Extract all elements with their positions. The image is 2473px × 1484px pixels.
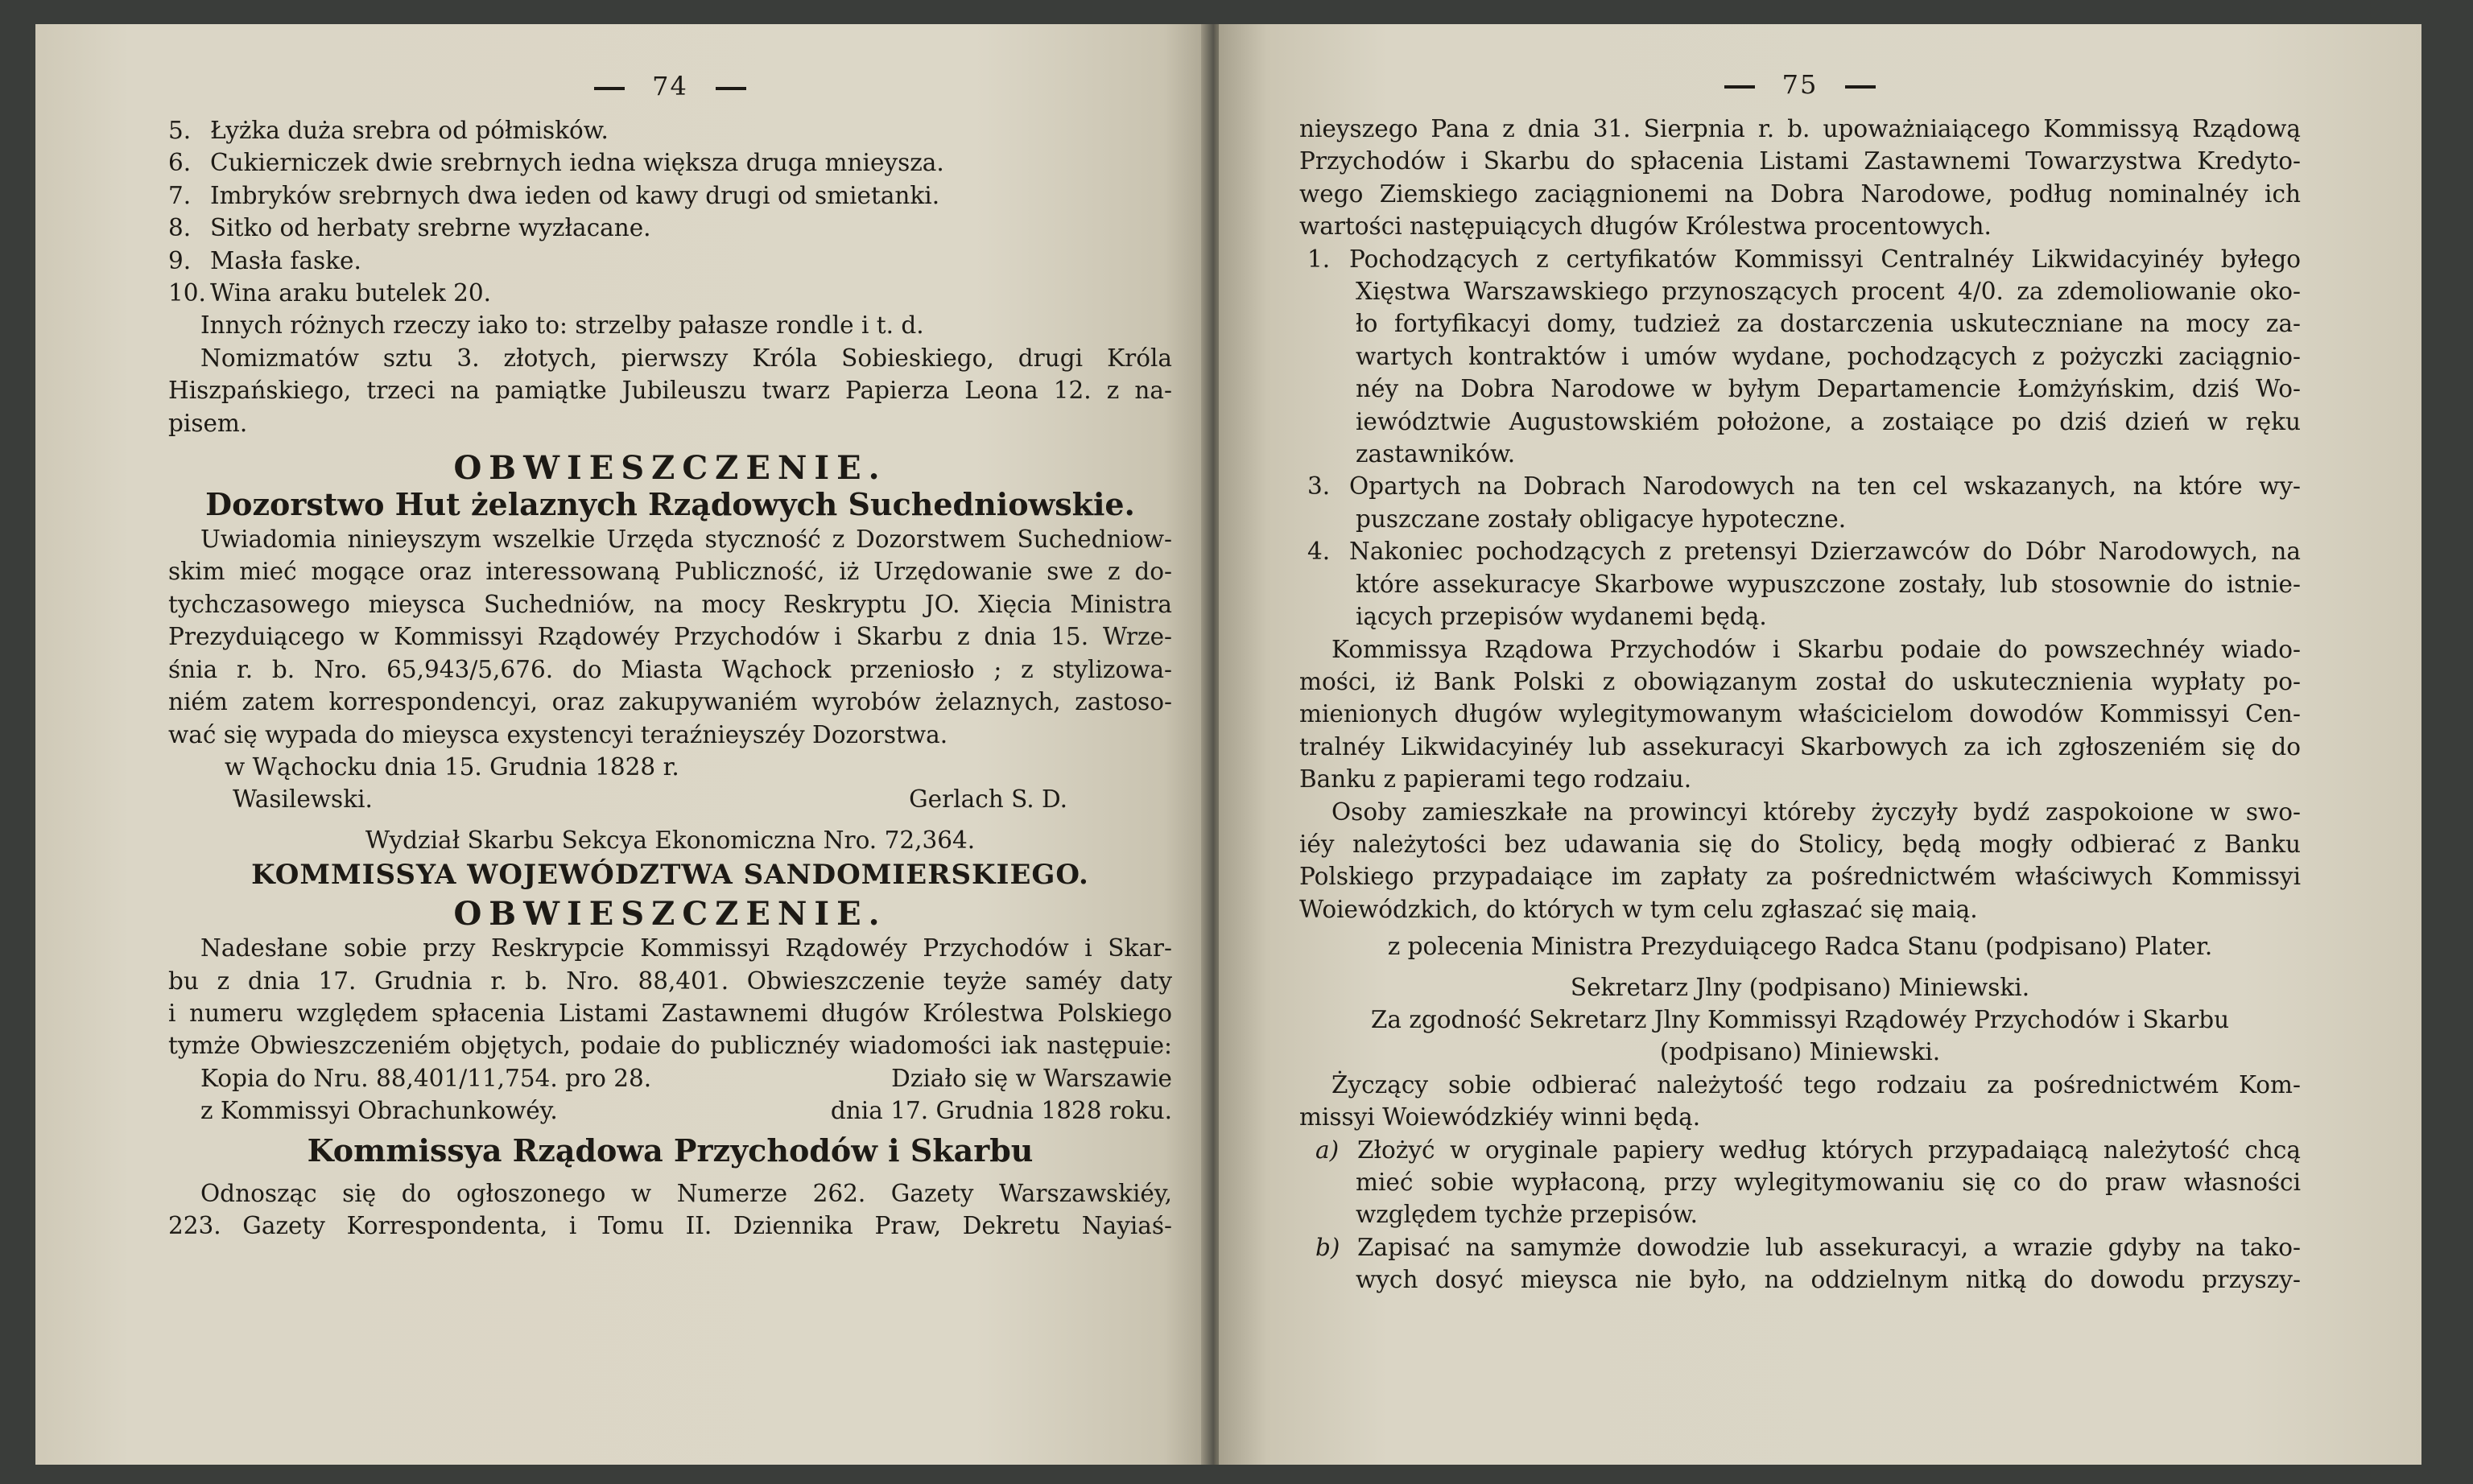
text-line: Odnosząc się do ogłoszonego w Numerze 262. Gazety Warszawskiéy, — [200, 1179, 1172, 1207]
text-line: iewództwie Augustowskiém położone, a zostaiące po dziś dzień w ręku — [1356, 407, 2301, 435]
notice-heading: Kommissya Rządowa Przychodów i Skarbu — [307, 1132, 1034, 1169]
list-item — [168, 245, 1172, 277]
debt-item-1 — [1299, 243, 2301, 471]
text-line: wać się wypada do mieysca exystencyi teraźnieyszéy Dozorstwa. — [168, 720, 948, 748]
list-number: 6. — [168, 149, 192, 177]
notice-subtitle: Dozorstwo Hut żelaznych Rządowych Suchedniowskie. — [205, 486, 1135, 523]
text-line: tychczasowego mieysca Suchedniów, na mocy Reskryptu JO. Xięcia Ministra — [168, 590, 1172, 618]
point-text: Złożyć w oryginale papiery według których przypadaiącą należytość chcą — [1357, 1136, 2301, 1164]
text-line: tralnéy Likwidacyinéy lub assekuracyi Skarbowych za ich zgłoszeniém się do — [1299, 732, 2301, 761]
commission-heading: KOMMISSYA WOJEWÓDZTWA SANDOMIERSKIEGO. — [251, 859, 1089, 892]
text-line: missyi Woiewódzkiéy winni będą. — [1299, 1103, 1701, 1132]
copy-reference — [168, 1094, 1172, 1127]
debt-item-3 — [1299, 470, 2301, 535]
debt-item-4 — [1299, 535, 2301, 633]
list-text: Cukierniczek dwie srebrnych iedna większa druga mnieysza. — [210, 149, 944, 177]
requirements-paragraph — [1299, 1069, 2301, 1134]
point-first-line — [1299, 1134, 2301, 1166]
notice-signatures — [168, 783, 1172, 815]
list-item — [168, 146, 1172, 179]
text-line: tymże Obwieszczeniém objętych, podaie do publicznéy wiadomości iak następuie: — [168, 1032, 1172, 1060]
item-number: 3. — [1307, 472, 1331, 501]
point-label: b) — [1315, 1233, 1340, 1261]
copy-right: dnia 17. Grudnia 1828 roku. — [830, 1097, 1172, 1125]
text-line: Nadesłane sobie przy Reskrypcie Kommissyi Rządowéy Przychodów i Skar- — [200, 934, 1172, 963]
text-line: względem tychże przepisów. — [1356, 1201, 1699, 1229]
text-line: Osoby zamieszkałe na prowincyi któreby życzyły bydź zaspokoione w swo- — [1331, 798, 2301, 826]
text-line: mości, iż Bank Polski z obowiązanym został do uskutecznienia wypłaty po- — [1299, 667, 2301, 695]
notice1-body — [168, 523, 1172, 751]
item-number: 4. — [1307, 538, 1331, 566]
page-number-dash — [716, 87, 746, 90]
copy-reference — [168, 1062, 1172, 1094]
list-item — [168, 114, 1172, 146]
right-page — [1219, 24, 2421, 1465]
text-line: niém zatem korrespondencyi, oraz zakupywaniém wyrobów żelaznych, zastoso- — [168, 688, 1172, 716]
text-line: wartych kontraktów i umów wydane, pochodzących z pożyczki zaciągnio- — [1356, 342, 2301, 370]
page-number-75 — [1299, 69, 2301, 101]
item-number: 1. — [1307, 245, 1331, 273]
text-line: Prezyduiącego w Kommissyi Rządowéy Przychodów i Skarbu z dnia 15. Wrze- — [168, 623, 1172, 651]
list-number: 10. — [168, 279, 206, 307]
text-line: mieć sobie wypłaconą, przy wylegitymowaniu się co do praw własności — [1356, 1169, 2301, 1196]
text-line: 223. Gazety Korrespondenta, i Tomu II. Dziennika Praw, Dekretu Nayiaś- — [168, 1211, 1172, 1239]
list-number: 5. — [168, 117, 192, 144]
text-line: Banku z papierami tego rodzaiu. — [1299, 765, 1692, 794]
list-text: Imbryków srebrnych dwa ieden od kawy drugi od smietanki. — [210, 181, 940, 209]
page-number-text: 74 — [652, 71, 688, 101]
list-text: Łyżka duża srebra od półmisków. — [210, 117, 609, 144]
text-line: Innych różnych rzeczy iako to: strzelby pałasze rondle i t. d. — [200, 311, 924, 340]
text-line: skim mieć mogące oraz interessowaną Publiczność, iż Urzędowanie swe z do- — [168, 558, 1172, 586]
page-number-dash — [1724, 85, 1755, 89]
book-spread — [35, 24, 2421, 1465]
item-text: Nakoniec pochodzących z pretensyi Dzierzawców do Dóbr Narodowych, na — [1349, 538, 2301, 566]
point-label: a) — [1315, 1136, 1340, 1164]
list-text: Wina araku butelek 20. — [210, 279, 491, 307]
accordance-line: Za zgodność Sekretarz Jlny Kommissyi Rządowéy Przychodów i Skarbu — [1370, 1005, 2230, 1033]
point-text: Zapisać na samymże dowodzie lub assekuracyi, a wrazie gdyby na tako- — [1357, 1233, 2301, 1261]
item-text: Pochodzących z certyfikatów Kommissyi Centralnéy Likwidacyinéy byłego — [1349, 245, 2301, 273]
list-number: 8. — [168, 214, 192, 242]
item-text: Opartych na Dobrach Narodowych na ten cel wskazanych, na które wy- — [1349, 472, 2301, 501]
text-line: pisem. — [168, 409, 248, 437]
text-line: śnia r. b. Nro. 65,943/5,676. do Miasta Wąchock przeniosło ; z stylizowa- — [168, 655, 1172, 683]
item-first-line — [1299, 470, 2301, 502]
text-line: które assekuracye Skarbowe wypuszczone zostały, lub stosownie do istnie- — [1356, 570, 2301, 598]
text-line: bu z dnia 17. Grudnia r. b. Nro. 88,401. Obwieszczenie teyże saméy daty — [168, 967, 1172, 995]
minister-line: z polecenia Ministra Prezyduiącego Radca Stanu (podpisano) Plater. — [1387, 933, 2213, 961]
text-line: Uwiadomia ninieyszym wszelkie Urzęda styczność z Dozorstwem Suchedniow- — [200, 526, 1172, 554]
page-number-text: 75 — [1781, 69, 1819, 100]
notice2-final — [168, 1177, 1172, 1243]
list-item — [168, 277, 1172, 309]
text-line: iących przepisów wydanemi będą. — [1356, 603, 1767, 631]
notice-title: OBWIESZCZENIE. — [453, 449, 887, 488]
text-line: Nomizmatów sztu 3. złotych, pierwszy Króla Sobieskiego, drugi Króla — [200, 344, 1172, 372]
secretary-line: Sekretarz Jlny (podpisano) Miniewski. — [1570, 973, 2030, 1001]
text-line: Polskiego przypadaiące im zapłaty za pośrednictwém właściwych Kommissyi — [1299, 863, 2301, 891]
text-line: nieyszego Pana z dnia 31. Sierpnia r. b. upoważniaiącego Kommissyą Rządową — [1299, 115, 2301, 142]
text-line: wych dosyć mieysca nie było, na oddzielnym nitką do dowodu przyszy- — [1356, 1266, 2301, 1294]
text-line: Hiszpańskiego, trzeci na pamiątke Jubileuszu twarz Papierza Leona 12. z na- — [168, 377, 1172, 405]
text-line: Kommissya Rządowa Przychodów i Skarbu podaie do powszechnéy wiado- — [1331, 635, 2301, 663]
text-line: mienionych długów wylegitymowanym właścicielom dowodów Kommissyi Cen- — [1299, 700, 2301, 728]
list-number: 7. — [168, 181, 192, 209]
page-number-dash — [594, 87, 625, 90]
other-items-paragraph — [168, 309, 1172, 439]
list-item — [168, 179, 1172, 212]
text-line: i numeru względem spłacenia Listami Zastawnemi długów Królestwa Polskiego — [168, 999, 1172, 1027]
list-text: Sitko od herbaty srebrne wyzłacane. — [210, 214, 651, 242]
copy-right: Działo się w Warszawie — [891, 1064, 1172, 1092]
page-number-74 — [168, 71, 1172, 103]
text-line: iéy należytości bez udawania się do Stolicy, będą mogły odbierać z Banku — [1299, 830, 2301, 858]
notice-place-date: w Wąchocku dnia 15. Grudnia 1828 r. — [225, 752, 679, 781]
page-number-dash — [1845, 85, 1876, 89]
item-first-line — [1299, 243, 2301, 275]
text-line: Xięstwa Warszawskiego przynoszących procent 4/0. za zdemoliowanie oko- — [1356, 278, 2301, 306]
text-line: ło fortyfikacyi domy, tudzież za dostarczenia uskuteczniane na mocy za- — [1356, 310, 2301, 338]
copy-left: z Kommissyi Obrachunkowéy. — [200, 1097, 558, 1125]
copy-left: Kopia do Nru. 88,401/11,754. pro 28. — [200, 1064, 652, 1092]
province-paragraph — [1299, 796, 2301, 926]
signature-right: Gerlach S. D. — [909, 785, 1067, 814]
text-line: Przychodów i Skarbu do spłacenia Listami Zastawnemi Towarzystwa Kredyto- — [1299, 147, 2301, 175]
point-b — [1299, 1231, 2301, 1296]
point-a — [1299, 1134, 2301, 1231]
intro-paragraph — [1299, 113, 2301, 243]
list-item — [168, 212, 1172, 244]
department-line: Wydział Skarbu Sekcya Ekonomiczna Nro. 72,364. — [365, 826, 976, 854]
text-line: zastawników. — [1356, 440, 1516, 468]
signature-left: Wasilewski. — [233, 785, 373, 814]
accordance-line: (podpisano) Miniewski. — [1659, 1038, 1941, 1066]
text-line: Woiewódzkich, do których w tym celu zgłaszać się maią. — [1299, 895, 1978, 923]
list-text: Masła faske. — [210, 246, 361, 274]
bank-paragraph — [1299, 633, 2301, 796]
point-first-line — [1299, 1231, 2301, 1263]
text-line: puszczane zostały obligacye hypoteczne. — [1356, 505, 1847, 533]
notice2-body — [168, 932, 1172, 1062]
left-page — [35, 24, 1211, 1465]
text-line: Życzący sobie odbierać należytość tego rodzaiu za pośrednictwém Kom- — [1331, 1070, 2301, 1099]
inventory-list — [168, 114, 1172, 309]
text-line: wartości następuiących długów Królestwa procentowych. — [1299, 212, 1992, 241]
text-line: néy na Dobra Narodowe w byłym Departamencie Łomżyńskim, dziś Wo- — [1356, 375, 2301, 403]
list-number: 9. — [168, 246, 192, 274]
text-line: wego Ziemskiego zaciągnionemi na Dobra Narodowe, podług nominalnéy ich — [1299, 179, 2301, 208]
item-first-line — [1299, 535, 2301, 567]
notice-title: OBWIESZCZENIE. — [453, 895, 887, 934]
